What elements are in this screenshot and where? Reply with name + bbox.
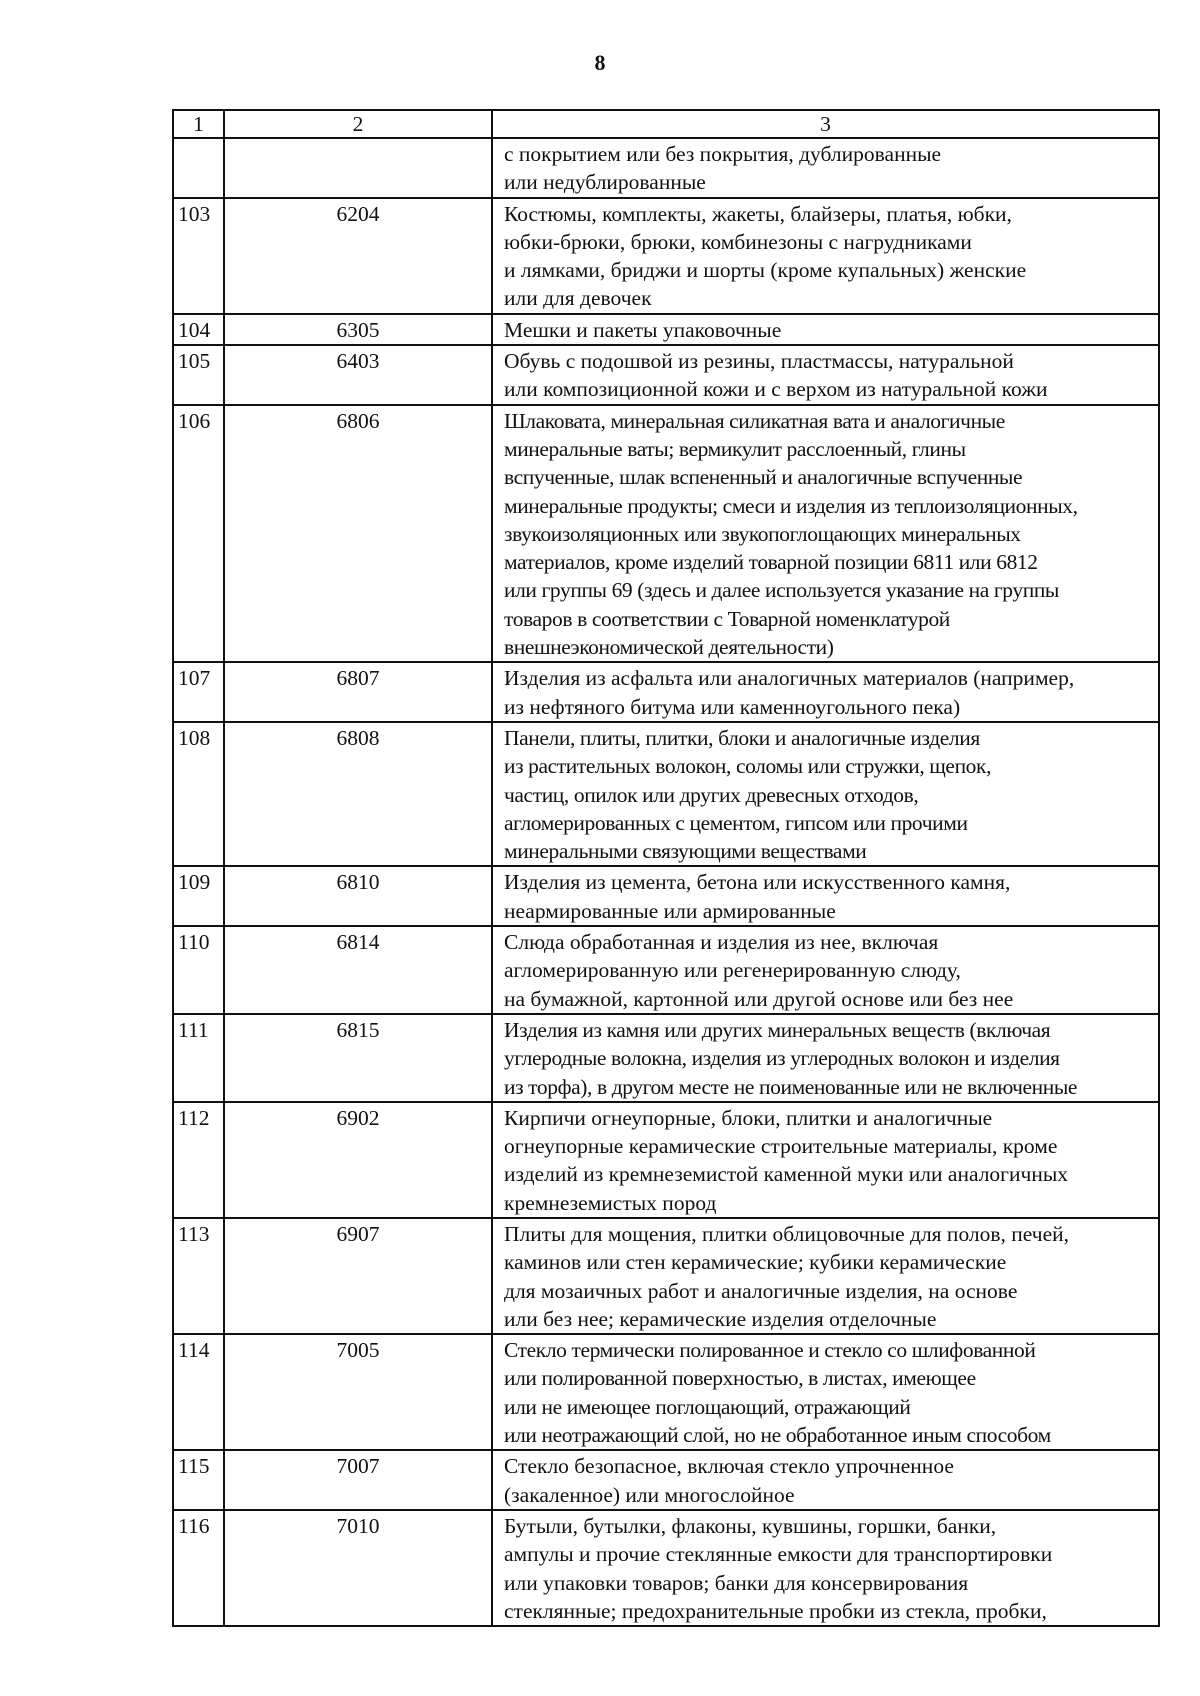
table-row <box>173 866 1159 926</box>
row-description <box>492 1450 1159 1510</box>
description-line: Изделия из цемента, бетона или искусственного камня, <box>504 870 1011 895</box>
row-number: 106 <box>173 405 224 663</box>
description-line: частиц, опилок или других древесных отходов, <box>504 782 919 807</box>
row-code: 6814 <box>224 926 492 1014</box>
description-line: товаров в соответствии с Товарной номенклатурой <box>504 606 950 631</box>
description-line: или для девочек <box>504 286 652 311</box>
description-line: Мешки и пакеты упаковочные <box>504 317 782 342</box>
row-description <box>492 1102 1159 1218</box>
description-line: Стекло безопасное, включая стекло упрочненное <box>504 1454 954 1479</box>
description-line: каминов или стен керамические; кубики керамические <box>504 1250 1007 1275</box>
description-line: для мозаичных работ и аналогичные изделия, на основе <box>504 1278 1018 1303</box>
description-line: Обувь с подошвой из резины, пластмассы, натуральной <box>504 349 1014 374</box>
description-line: изделий из кремнеземистой каменной муки или аналогичных <box>504 1162 1069 1187</box>
description-line: Шлаковата, минеральная силикатная вата и аналогичные <box>504 408 1005 433</box>
description-line: Изделия из асфальта или аналогичных материалов (например, <box>504 666 1075 691</box>
row-number: 112 <box>173 1102 224 1218</box>
table-row <box>173 662 1159 722</box>
row-number: 111 <box>173 1014 224 1102</box>
table-row <box>173 1450 1159 1510</box>
header-col-1: 1 <box>173 110 224 138</box>
row-number <box>173 138 224 198</box>
row-code: 7007 <box>224 1450 492 1510</box>
table-row <box>173 926 1159 1014</box>
row-number: 105 <box>173 345 224 405</box>
row-description <box>492 138 1159 198</box>
table-row <box>173 345 1159 405</box>
row-number: 110 <box>173 926 224 1014</box>
table-row <box>173 1334 1159 1450</box>
description-line: агломерированную или регенерированную слюду, <box>504 958 961 983</box>
table-row <box>173 1102 1159 1218</box>
row-number: 116 <box>173 1510 224 1626</box>
row-description <box>492 1334 1159 1450</box>
row-number: 109 <box>173 866 224 926</box>
row-code: 6902 <box>224 1102 492 1218</box>
table-row <box>173 138 1159 198</box>
description-line: или не имеющее поглощающий, отражающий <box>504 1394 911 1419</box>
goods-table <box>172 109 1160 1627</box>
description-line: звукоизоляционных или звукопоглощающих минеральных <box>504 521 1021 546</box>
description-line: или без нее; керамические изделия отделочные <box>504 1306 937 1331</box>
description-line: кремнеземистых пород <box>504 1190 717 1215</box>
description-line: из нефтяного битума или каменноугольного пека) <box>504 694 961 719</box>
row-code: 6810 <box>224 866 492 926</box>
table-row <box>173 198 1159 314</box>
page-number: 8 <box>594 50 606 75</box>
description-line: или неотражающий слой, но не обработанное иным способом <box>504 1423 1051 1448</box>
description-line: Слюда обработанная и изделия из нее, включая <box>504 930 939 955</box>
description-line: Панели, плиты, плитки, блоки и аналогичные изделия <box>504 725 980 750</box>
row-description <box>492 1014 1159 1102</box>
row-description <box>492 1218 1159 1334</box>
row-description <box>492 198 1159 314</box>
description-line: Изделия из камня или других минеральных веществ (включая <box>504 1017 1051 1042</box>
description-line: из растительных волокон, соломы или стружки, щепок, <box>504 754 992 779</box>
table-row <box>173 1510 1159 1626</box>
description-line: минеральными связующими веществами <box>504 839 867 864</box>
row-description <box>492 722 1159 866</box>
table-row <box>173 314 1159 345</box>
description-line: агломерированных с цементом, гипсом или прочими <box>504 810 968 835</box>
description-line: или полированной поверхностью, в листах, имеющее <box>504 1366 976 1391</box>
row-description <box>492 926 1159 1014</box>
row-description <box>492 314 1159 345</box>
row-code: 6403 <box>224 345 492 405</box>
description-line: Бутыли, бутылки, флаконы, кувшины, горшки, банки, <box>504 1513 997 1538</box>
description-line: на бумажной, картонной или другой основе или без нее <box>504 986 1014 1011</box>
description-line: стеклянные; предохранительные пробки из стекла, пробки, <box>504 1598 1047 1623</box>
row-number: 115 <box>173 1450 224 1510</box>
description-line: огнеупорные керамические строительные материалы, кроме <box>504 1134 1058 1159</box>
description-line: или группы 69 (здесь и далее используется указание на группы <box>504 578 1059 603</box>
row-number: 107 <box>173 662 224 722</box>
table-row <box>173 1218 1159 1334</box>
description-line: внешнеэкономической деятельности) <box>504 635 834 660</box>
description-line: минеральные продукты; смеси и изделия из теплоизоляционных, <box>504 493 1078 518</box>
description-line: Стекло термически полированное и стекло со шлифованной <box>504 1338 1036 1363</box>
description-line: юбки-брюки, брюки, комбинезоны с нагрудниками <box>504 229 972 254</box>
description-line: углеродные волокна, изделия из углеродных волокон и изделия <box>504 1046 1060 1071</box>
row-number: 108 <box>173 722 224 866</box>
description-line: или композиционной кожи и с верхом из натуральной кожи <box>504 377 1048 402</box>
row-code: 6204 <box>224 198 492 314</box>
table-header-row <box>173 110 1159 138</box>
row-code: 6815 <box>224 1014 492 1102</box>
table-row <box>173 405 1159 663</box>
table-body <box>173 110 1159 1626</box>
description-line: или упаковки товаров; банки для консервирования <box>504 1570 969 1595</box>
description-line: минеральные ваты; вермикулит расслоенный, глины <box>504 436 966 461</box>
description-line: Плиты для мощения, плитки облицовочные для полов, печей, <box>504 1221 1070 1246</box>
row-code: 7010 <box>224 1510 492 1626</box>
header-col-2: 2 <box>224 110 492 138</box>
row-code: 6806 <box>224 405 492 663</box>
row-description <box>492 866 1159 926</box>
description-line: материалов, кроме изделий товарной позиции 6811 или 6812 <box>504 550 1038 575</box>
row-number: 103 <box>173 198 224 314</box>
row-code <box>224 138 492 198</box>
description-line: или недублированные <box>504 170 706 195</box>
row-description <box>492 1510 1159 1626</box>
row-code: 6808 <box>224 722 492 866</box>
row-code: 7005 <box>224 1334 492 1450</box>
description-line: и лямками, бриджи и шорты (кроме купальных) женские <box>504 258 1027 283</box>
header-col-3: 3 <box>492 110 1159 138</box>
row-code: 6305 <box>224 314 492 345</box>
description-line: ампулы и прочие стеклянные емкости для транспортировки <box>504 1542 1053 1567</box>
description-line: с покрытием или без покрытия, дублированные <box>504 142 942 166</box>
description-line: Кирпичи огнеупорные, блоки, плитки и аналогичные <box>504 1105 993 1130</box>
row-number: 114 <box>173 1334 224 1450</box>
table-row <box>173 722 1159 866</box>
row-number: 113 <box>173 1218 224 1334</box>
row-code: 6907 <box>224 1218 492 1334</box>
table-row <box>173 1014 1159 1102</box>
description-line: вспученные, шлак вспененный и аналогичные вспученные <box>504 465 1023 490</box>
description-line: неармированные или армированные <box>504 898 836 923</box>
row-description <box>492 405 1159 663</box>
row-description <box>492 345 1159 405</box>
description-line: из торфа), в другом месте не поименованные или не включенные <box>504 1074 1078 1099</box>
description-line: Костюмы, комплекты, жакеты, блайзеры, платья, юбки, <box>504 201 1012 226</box>
row-description <box>492 662 1159 722</box>
description-line: (закаленное) или многослойное <box>504 1482 795 1507</box>
row-code: 6807 <box>224 662 492 722</box>
row-number: 104 <box>173 314 224 345</box>
